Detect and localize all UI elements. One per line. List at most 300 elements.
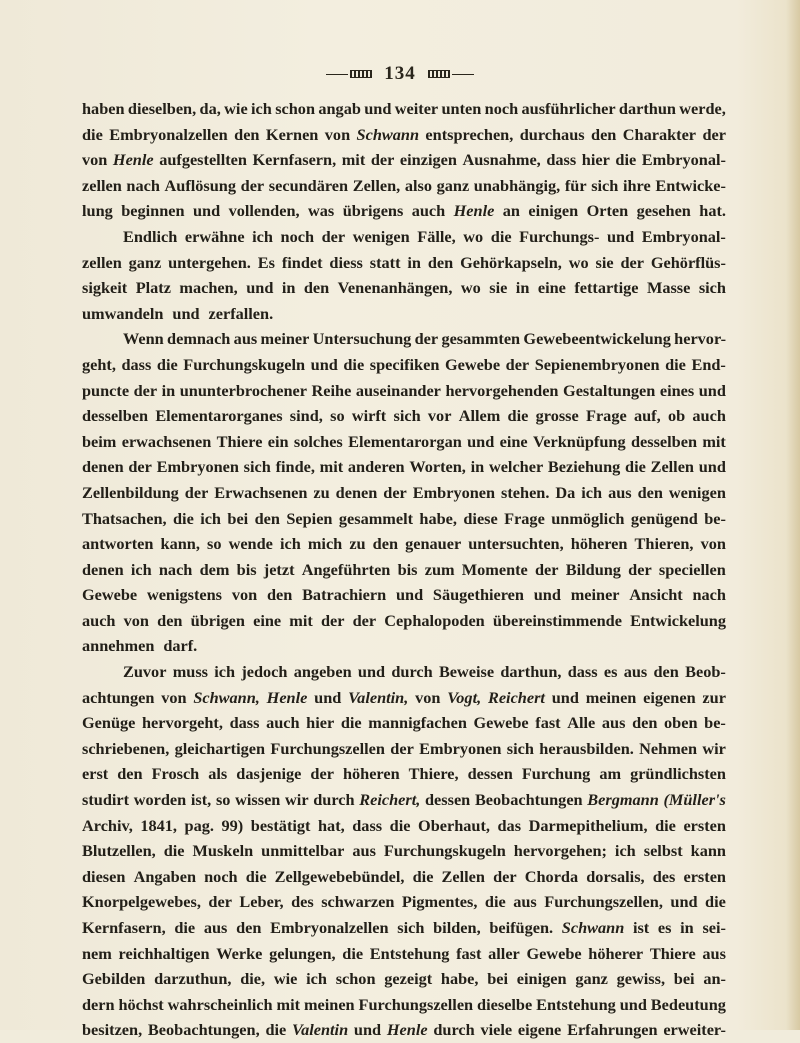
word: schriebenen,: [82, 738, 170, 758]
word: solches: [293, 431, 343, 451]
word: Elementarorganes: [155, 406, 283, 426]
word: mit: [289, 610, 313, 630]
word: und: [364, 99, 392, 118]
word: Gebilden: [82, 969, 146, 989]
word: gesammten: [441, 329, 521, 349]
word: hat,: [318, 815, 345, 835]
italic-word: Reichert: [487, 687, 545, 707]
word: und: [698, 380, 726, 400]
word: Thatsachen,: [82, 508, 167, 528]
text-line: [82, 173, 726, 199]
word: Embryonal-: [641, 226, 726, 246]
word: hervorgeht,: [142, 713, 223, 733]
word: mich: [307, 534, 343, 554]
word: Elementarorgan: [348, 431, 462, 451]
word: Darmepithelium,: [528, 815, 648, 835]
word: Bildung: [565, 559, 621, 579]
word: Zellen,: [352, 175, 401, 195]
word: und: [619, 994, 647, 1014]
word: und: [357, 662, 386, 682]
word: worden: [133, 790, 187, 810]
word: der: [370, 150, 395, 170]
word: auch: [266, 713, 300, 733]
word: ich: [130, 559, 152, 579]
word: also: [404, 175, 432, 195]
word: Entwicke-: [655, 175, 726, 195]
word: Entstehung: [369, 943, 450, 963]
word: die: [615, 150, 637, 170]
word: die,: [240, 969, 266, 989]
italic-word: Valentin: [292, 1020, 349, 1040]
word: höheren: [342, 764, 400, 784]
word: wissen: [235, 790, 281, 810]
word: der: [505, 354, 530, 374]
word: bei: [673, 969, 695, 989]
word: den: [372, 534, 399, 554]
text-line: [82, 761, 726, 787]
word: in: [680, 918, 694, 937]
italic-word: Henle: [266, 687, 308, 707]
word: finde,: [275, 457, 315, 477]
word: Beziehung: [547, 457, 621, 477]
word: reichhaltigen: [118, 943, 210, 963]
italic-word: (Müller's: [663, 790, 726, 810]
text-line: [82, 787, 726, 813]
word: untergehen.: [168, 252, 251, 272]
word: übrigen: [190, 610, 245, 630]
word: viele: [480, 1020, 513, 1040]
word: zellen: [82, 175, 122, 195]
word: bis: [397, 559, 418, 579]
word: Gehörflüs-: [650, 252, 726, 272]
word: eine: [537, 278, 566, 298]
word: das: [497, 815, 522, 835]
word: Masse: [646, 278, 691, 298]
word: antworten: [82, 534, 154, 554]
word: habe,: [440, 969, 479, 989]
word: ganz: [575, 969, 608, 989]
word: als: [208, 764, 228, 784]
word: hervorgehen;: [513, 841, 607, 861]
word: darf.: [163, 636, 198, 656]
word: ihre: [622, 175, 651, 195]
word: der: [128, 457, 152, 477]
word: achtungen: [82, 687, 155, 707]
italic-word: Henle: [112, 150, 154, 170]
word: schwarzen: [321, 892, 395, 912]
word: eines: [659, 380, 695, 400]
word: den: [591, 124, 617, 144]
word: angeben: [293, 662, 352, 682]
word: haben: [82, 99, 125, 118]
word: durch: [433, 1020, 475, 1040]
word: aus: [608, 482, 632, 502]
word: Wenn: [123, 329, 164, 349]
word: dorsalis,: [586, 866, 645, 886]
word: erweiter-: [663, 1020, 726, 1040]
word: und: [314, 687, 342, 707]
word: den: [254, 508, 280, 528]
word: und: [670, 892, 698, 912]
word: Sepien: [286, 508, 333, 528]
word: bilden,: [433, 918, 481, 937]
word: Gewebe: [473, 713, 529, 733]
word: 1841,: [140, 815, 177, 835]
word: weiter: [394, 99, 439, 118]
word: da,: [199, 99, 221, 118]
text-line: [82, 864, 726, 890]
word: kann: [690, 841, 726, 861]
word: auseinander: [355, 380, 441, 400]
word: die: [82, 124, 103, 144]
word: hier: [306, 713, 335, 733]
word: die: [389, 815, 411, 835]
word: geht,: [82, 354, 116, 374]
italic-word: Vogt,: [447, 687, 482, 707]
word: sei-: [702, 918, 726, 937]
text-line: [82, 531, 726, 557]
page-number: 134: [384, 63, 416, 84]
word: wie: [273, 969, 298, 989]
word: meinen: [585, 687, 637, 707]
word: unmittelbar: [261, 841, 345, 861]
word: Furchungskugeln: [383, 841, 506, 861]
word: auch: [82, 610, 116, 630]
word: ausführlicher: [521, 99, 616, 118]
word: der: [240, 175, 265, 195]
word: mit: [702, 431, 726, 451]
word: die: [655, 815, 676, 835]
word: Venenanhängen,: [337, 278, 453, 298]
word: und: [606, 226, 635, 246]
word: so: [330, 406, 345, 426]
word: gelungen,: [269, 943, 336, 963]
word: noch: [204, 866, 238, 886]
word: ein: [267, 431, 289, 451]
word: der: [535, 559, 559, 579]
word: nach: [126, 175, 160, 195]
word: Beobachtungen: [474, 790, 583, 810]
word: an-: [703, 969, 726, 989]
word: den: [117, 764, 143, 784]
word: die: [625, 457, 646, 477]
word: in: [161, 380, 176, 400]
word: muss: [172, 662, 208, 682]
word: Nehmen: [639, 738, 698, 758]
word: Gestaltungen: [563, 380, 656, 400]
text-line: [82, 275, 726, 301]
text-line: [82, 224, 726, 250]
word: Allem: [458, 406, 501, 426]
word: 99): [221, 815, 244, 835]
word: Da: [555, 482, 576, 502]
word: durch: [313, 790, 355, 810]
word: aller: [488, 943, 520, 963]
word: Ausnahme,: [462, 150, 541, 170]
word: dem: [199, 559, 230, 579]
word: einigen: [516, 969, 567, 989]
word: wie: [224, 99, 248, 118]
word: Furchungszellen: [270, 738, 385, 758]
text-line: [82, 403, 726, 429]
word: und: [533, 585, 561, 605]
italic-word: Reichert,: [359, 790, 421, 810]
word: dieselben,: [127, 99, 197, 118]
word: des: [291, 892, 314, 912]
word: aus: [623, 662, 648, 682]
word: die: [412, 866, 434, 886]
italic-word: Schwann: [356, 124, 419, 144]
word: auf,: [633, 406, 661, 426]
word: be-: [704, 508, 726, 528]
word: ganz: [436, 175, 470, 195]
word: erwachsenen: [121, 431, 212, 451]
word: Gewebe: [82, 585, 138, 605]
word: am: [599, 764, 622, 784]
word: die: [343, 354, 365, 374]
word: schon: [335, 969, 376, 989]
word: von: [231, 585, 258, 605]
text-line: [82, 480, 726, 506]
word: Auflösung: [164, 175, 237, 195]
word: genügend: [630, 508, 698, 528]
text-line: [82, 889, 726, 915]
word: der: [310, 764, 334, 784]
word: nach: [158, 559, 193, 579]
word: wenigen: [352, 226, 410, 246]
word: gesammelt: [338, 508, 414, 528]
word: Furchung: [521, 764, 591, 784]
word: secundären: [268, 175, 349, 195]
word: grosse: [535, 406, 579, 426]
word: jedoch: [241, 662, 288, 682]
word: wenigstens: [146, 585, 223, 605]
word: Zellen: [650, 457, 694, 477]
word: aus: [352, 841, 376, 861]
word: studirt: [82, 790, 130, 810]
word: beifügen.: [489, 918, 554, 937]
word: auch: [411, 201, 446, 221]
word: übereinstimmende: [492, 610, 622, 630]
word: Leber,: [239, 892, 284, 912]
word: sich: [698, 278, 726, 298]
word: aus: [702, 943, 726, 963]
word: darzuthun,: [154, 969, 232, 989]
word: die: [342, 943, 364, 963]
word: Blutzellen,: [82, 841, 156, 861]
word: ich: [252, 226, 273, 246]
word: die: [156, 354, 178, 374]
word: der: [352, 610, 377, 630]
word: Frage: [504, 508, 545, 528]
italic-word: Henle: [453, 201, 495, 221]
word: Reihe: [311, 380, 352, 400]
word: Bedeutung: [650, 994, 726, 1014]
word: wende: [228, 534, 273, 554]
word: eine: [499, 431, 528, 451]
word: der: [702, 124, 726, 144]
word: für: [564, 175, 587, 195]
word: höchst: [118, 994, 164, 1014]
word: stehen.: [501, 482, 550, 502]
text-line: [82, 557, 726, 583]
word: Chorda: [524, 866, 579, 886]
word: hier: [581, 150, 610, 170]
italic-word: Henle: [386, 1020, 428, 1040]
word: ganz: [128, 252, 162, 272]
word: sich: [591, 175, 619, 195]
word: den: [303, 278, 330, 298]
word: darthun,: [500, 662, 562, 682]
word: die: [340, 713, 362, 733]
word: entsprechen,: [425, 124, 514, 144]
word: Embryonen: [419, 738, 502, 758]
word: ich: [200, 508, 221, 528]
word: Gehörkapseln,: [460, 252, 562, 272]
word: Beob-: [685, 662, 726, 682]
word: specifiken: [369, 354, 440, 374]
italic-word: Schwann,: [193, 687, 260, 707]
word: speciellen: [658, 559, 726, 579]
text-line: [82, 378, 726, 404]
word: den: [236, 918, 262, 937]
text-line: [82, 608, 726, 634]
text-line: [82, 659, 726, 685]
word: eine: [253, 610, 282, 630]
word: der: [208, 892, 232, 912]
italic-word: Schwann: [561, 918, 625, 937]
word: zu: [349, 534, 366, 554]
word: Beweise: [438, 662, 495, 682]
word: machen,: [179, 278, 238, 298]
word: sie: [489, 278, 508, 298]
word: habe,: [419, 508, 457, 528]
word: ich: [279, 534, 301, 554]
word: diess: [329, 252, 363, 272]
word: ist: [632, 918, 650, 937]
word: der: [133, 380, 158, 400]
word: zerfallen.: [208, 303, 274, 323]
word: Genüge: [82, 713, 136, 733]
word: bestätigt: [250, 815, 311, 835]
text-line: [82, 147, 726, 173]
word: den: [157, 610, 183, 630]
word: denen: [82, 559, 124, 579]
word: Furchungszellen,: [544, 892, 663, 912]
word: welcher: [488, 457, 544, 477]
word: ob: [667, 406, 686, 426]
word: Knorpelgewebes,: [82, 892, 201, 912]
word: und: [551, 687, 579, 707]
word: fast: [456, 943, 482, 963]
word: ich: [214, 662, 236, 682]
text-line: [82, 966, 726, 992]
text-line: [82, 710, 726, 736]
word: zur: [702, 687, 726, 707]
word: den: [427, 252, 454, 272]
word: aus: [513, 892, 537, 912]
word: hat.: [699, 201, 726, 221]
word: von: [161, 687, 187, 707]
word: Pigmentes,: [401, 892, 478, 912]
word: mit: [276, 994, 301, 1014]
word: bei: [227, 508, 249, 528]
word: puncte: [82, 380, 130, 400]
word: Untersuchung: [312, 329, 412, 349]
word: gründlichsten: [630, 764, 726, 784]
word: Entstehung: [536, 994, 616, 1014]
word: dass: [229, 713, 260, 733]
text-line: [82, 352, 726, 378]
word: Sepienembryonen: [534, 354, 660, 374]
word: dass: [567, 662, 598, 682]
text-line: [82, 429, 726, 455]
italic-word: Bergmann: [587, 790, 659, 810]
word: dass: [546, 150, 577, 170]
word: die: [174, 918, 196, 937]
word: die: [705, 892, 726, 912]
word: dass: [121, 354, 152, 374]
text-line: [82, 250, 726, 276]
word: gesehen: [636, 201, 691, 221]
word: oben: [664, 713, 698, 733]
word: aus: [203, 918, 228, 937]
word: zellen: [82, 252, 122, 272]
word: Angeführten: [301, 559, 391, 579]
word: es: [657, 918, 672, 937]
word: dessen: [467, 764, 513, 784]
word: und: [467, 431, 495, 451]
word: noch: [484, 99, 519, 118]
word: Fälle,: [417, 226, 456, 246]
word: annehmen: [82, 636, 155, 656]
word: so: [207, 534, 222, 554]
word: findet: [281, 252, 323, 272]
word: Gewebeentwickelung: [523, 329, 671, 349]
word: unten: [441, 99, 482, 118]
word: von: [415, 687, 441, 707]
word: ersten: [683, 815, 726, 835]
word: ich: [614, 841, 636, 861]
word: ununterbrochener: [179, 380, 307, 400]
word: wo: [463, 226, 484, 246]
word: Embryonalzellen: [109, 124, 228, 144]
word: und: [310, 354, 338, 374]
word: Archiv,: [82, 815, 133, 835]
text-line: [82, 838, 726, 864]
word: Cephalopoden: [384, 610, 485, 630]
word: aus: [601, 713, 626, 733]
word: der: [493, 866, 517, 886]
word: den: [266, 585, 293, 605]
word: Erfahrungen: [567, 1020, 658, 1040]
word: der: [383, 482, 407, 502]
word: erst: [82, 764, 109, 784]
word: Embryonalzellen: [270, 918, 389, 937]
word: nem: [82, 943, 112, 963]
word: Embryonen: [156, 457, 239, 477]
word: des: [652, 866, 676, 886]
word: Thiere: [649, 943, 696, 963]
word: die: [172, 508, 194, 528]
text-line: [82, 1017, 726, 1043]
word: wir: [285, 790, 309, 810]
word: schon: [275, 99, 316, 118]
word: genauer: [405, 534, 462, 554]
word: von: [700, 534, 726, 554]
word: gleichartigen: [174, 738, 266, 758]
word: von: [82, 150, 108, 170]
